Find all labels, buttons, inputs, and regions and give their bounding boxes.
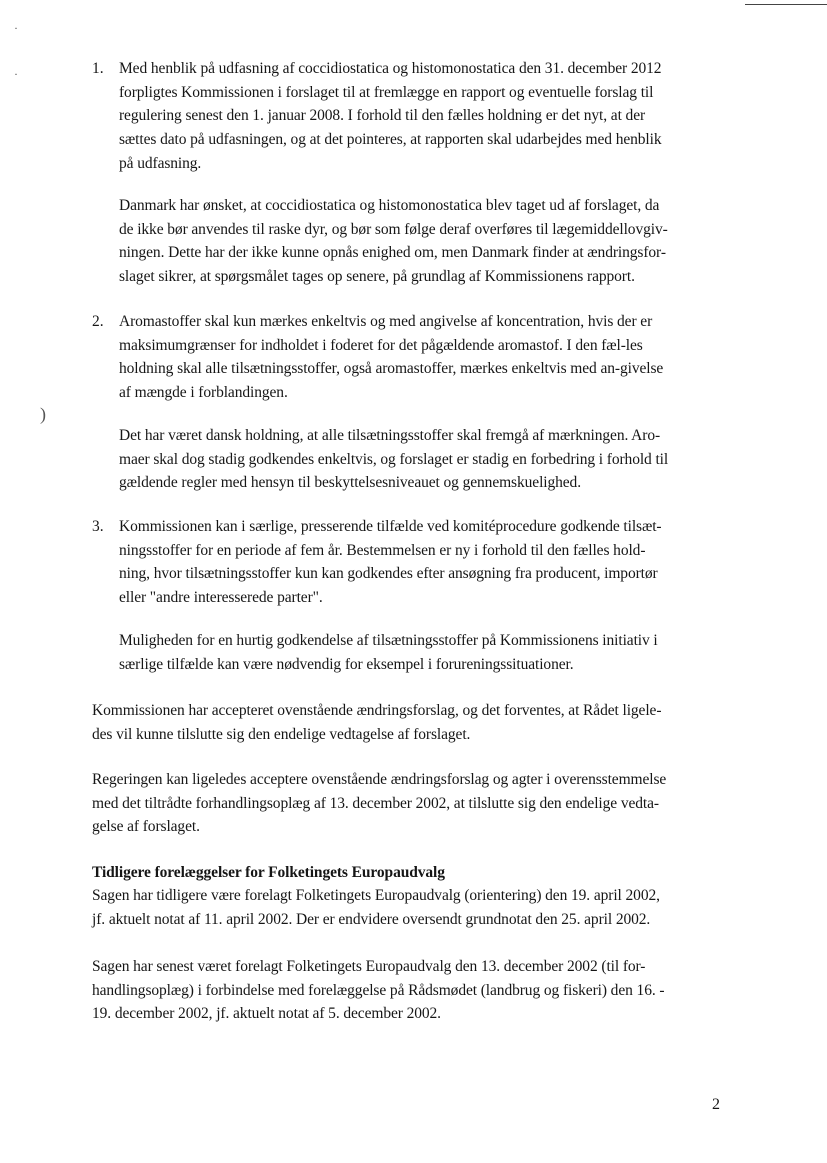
list-number: 3.	[92, 518, 104, 535]
list-number: 2.	[92, 313, 104, 330]
list-number: 1.	[92, 60, 104, 77]
paragraph-government: Regeringen kan ligeledes acceptere ovenstående ændringsforslag og agter i overensstemmelse med det tiltrådte forhandlingsoplæg af 13. december 2002, at tilslutte sig den endelige vedta- gelse af forslaget.	[92, 771, 667, 836]
scan-speck: ·	[14, 21, 18, 35]
item-1-comment: Danmark har ønsket, at coccidiostatica og histomonostatica blev taget ud af forslaget, da de ikke bør anvendes til raske dyr, og bør som følge deraf overføres til lægemiddellovgiv- ningen. Dette har der ikke kunne opnås enighed om, men Danmark finder at ændringsfor- slaget sikrer, at spørgsmålet tages op senere, på grundlag af Kommissionens rapport.	[119, 197, 668, 286]
item-3-comment: Muligheden for en hurtig godkendelse af tilsætningsstoffer på Kommissionens initiativ i særlige tilfælde kan være nødvendig for eksempel i forureningssituationer.	[119, 632, 658, 673]
scan-bracket-mark: )	[40, 404, 46, 424]
section-paragraph-2: Sagen har senest været forelagt Folketingets Europaudvalg den 13. december 2002 (til for- handlingsoplæg) i forbindelse med forelæggelse på Rådsmødet (landbrug og fiskeri) den 16. - 19. december 2002, jf. aktuelt notat af 5. december 2002.	[92, 958, 665, 1023]
item-1-text: Med henblik på udfasning af coccidiostatica og histomonostatica den 31. december 2012 forpligtes Kommissionen i forslaget til at fremlægge en rapport og eventuelle forslag til regulering senest den 1. januar 2008. I forhold til den fælles holdning er det nyt, at der sættes dato på udfasningen, og at det pointeres, at rapporten skal udarbejdes med henblik på udfasning.	[119, 60, 662, 172]
item-2-text: Aromastoffer skal kun mærkes enkeltvis og med angivelse af koncentration, hvis der er maksimumgrænser for indholdet i foderet for det pågældende aromastof. I den fæl-les holdning skal alle tilsætningsstoffer, også aromastoffer, mærkes enkeltvis med an-givelse af mængde i forblandingen.	[119, 313, 664, 402]
page-number: 2	[712, 1096, 720, 1113]
scan-speck: ·	[14, 67, 18, 81]
section-paragraph-1: Sagen har tidligere være forelagt Folketingets Europaudvalg (orientering) den 19. april 2002, jf. aktuelt notat af 11. april 2002. Der er endvidere oversendt grundnotat den 25. april 2002.	[92, 887, 660, 928]
paragraph-commission: Kommissionen har accepteret ovenstående ændringsforslag, og det forventes, at Rådet ligele- des vil kunne tilslutte sig den endelige vedtagelse af forslaget.	[92, 702, 662, 743]
item-3-text: Kommissionen kan i særlige, presserende tilfælde ved komitéprocedure godkende tilsæt- ningsstoffer for en periode af fem år. Bestemmelsen er ny i forhold til den fælles hold- ning, hvor tilsætningsstoffer kun kan godkendes efter ansøgning fra producent, importør eller "andre interesserede parter".	[119, 518, 662, 607]
section-heading: Tidligere forelæggelser for Folketingets Europaudvalg	[92, 864, 445, 881]
item-2-comment: Det har været dansk holdning, at alle tilsætningsstoffer skal fremgå af mærkningen. Aro- maer skal dog stadig godkendes enkeltvis, og forslaget er stadig en forbedring i forhold til gældende regler med hensyn til beskyttelsesniveauet og gennemskuelighed.	[119, 427, 669, 492]
scan-edge-line	[745, 4, 827, 5]
